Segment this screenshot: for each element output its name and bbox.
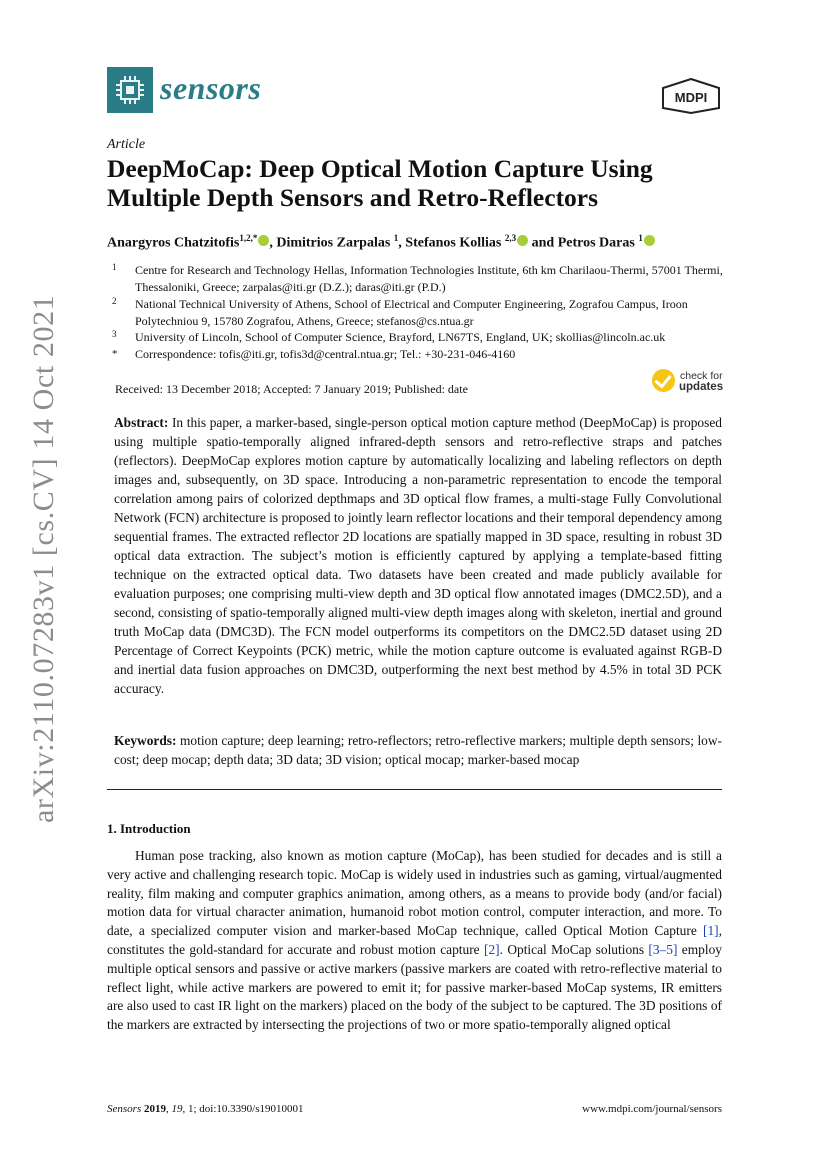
mdpi-logo bbox=[660, 78, 722, 114]
abstract bbox=[114, 413, 722, 698]
author-list bbox=[107, 233, 655, 252]
keywords-label: Keywords: bbox=[114, 733, 177, 748]
introduction-body bbox=[107, 847, 722, 1035]
section-divider bbox=[107, 789, 722, 790]
chip-icon bbox=[120, 80, 140, 100]
journal-name: sensors bbox=[160, 70, 262, 106]
keywords bbox=[114, 731, 722, 769]
citation-link[interactable]: [1] bbox=[703, 923, 719, 939]
author-affil-sup: 1,2,* bbox=[239, 233, 258, 243]
arxiv-stamp: arXiv:2110.07283v1 [cs.CV] 14 Oct 2021 bbox=[27, 294, 60, 823]
orcid-icon[interactable] bbox=[517, 235, 528, 246]
checkmark-icon bbox=[652, 369, 675, 392]
author-name: Stefanos Kollias bbox=[405, 235, 502, 251]
author-name: Dimitrios Zarpalas bbox=[276, 235, 391, 251]
citation-link[interactable]: [3–5] bbox=[648, 941, 678, 957]
author-separator: and bbox=[528, 235, 558, 251]
author-affil-sup: 1 bbox=[393, 233, 399, 243]
author-name: Anargyros Chatzitofis bbox=[107, 235, 240, 251]
author-affil-sup: 2,3 bbox=[504, 233, 517, 243]
paragraph: Human pose tracking, also known as motion capture (MoCap), has been studied for decades and is still a very active and challenging research topic. MoCap is widely used in industries such as gaming, virtual/augmented reality, film making and computer graphics animation, among others, as a means to provide body (and/or facial) motion data for virtual character animation, humanoid robot motion control, computer interaction, and more. To date, a specialized computer vision and marker-based MoCap technique, called Optical Motion Capture [1], constitutes the gold-standard for accurate and robust motion capture [2]. Optical MoCap solutions [3–5] employ multiple optical sensors and passive or active markers (passive markers are coated with retro-reflective material to reflect light, while active markers are powered to emit it; for passive marker-based MoCap systems, IR emitters are also used to cast IR light on the markers) placed on the body of the subject to be captured. The 3D positions of the markers are extracted by intersecting the projections of two or more spatio-temporally aligned optical bbox=[107, 848, 722, 1033]
check-for-updates-badge[interactable]: check for updates bbox=[652, 369, 727, 395]
paper-title: DeepMoCap: Deep Optical Motion Capture Using Multiple Depth Sensors and Retro-Reflectors bbox=[107, 154, 653, 212]
footer-url[interactable]: www.mdpi.com/journal/sensors bbox=[582, 1103, 722, 1115]
svg-text:MDPI: MDPI bbox=[674, 90, 708, 105]
correspondence-text: Correspondence: tofis@iti.gr, tofis3d@central.ntua.gr; Tel.: +30-231-046-4160 bbox=[135, 347, 516, 361]
author-name: Petros Daras bbox=[557, 235, 635, 251]
author-affil-sup: 1 bbox=[638, 233, 643, 243]
affiliation-text: University of Lincoln, School of Computer Science, Brayford, LN67TS, England, UK; skollias@lincoln.ac.uk bbox=[135, 330, 666, 344]
citation-link[interactable]: [2] bbox=[484, 941, 500, 957]
affiliation-text: National Technical University of Athens, School of Electrical and Computer Engineering, Zografou Campus, Iroon Polytechniou 9, 15780 Zografou, Athens, Greece; stefanos@cs.ntua.gr bbox=[135, 297, 688, 328]
author-separator: , bbox=[398, 235, 406, 251]
orcid-icon[interactable] bbox=[644, 235, 655, 246]
abstract-label: Abstract: bbox=[114, 415, 169, 430]
article-type: Article bbox=[107, 137, 146, 152]
footer-citation: Sensors 2019, 19, 1; doi:10.3390/s19010001 bbox=[107, 1103, 304, 1115]
publication-dates: Received: 13 December 2018; Accepted: 7 January 2019; Published: date bbox=[115, 382, 468, 396]
affiliation-text: Centre for Research and Technology Hellas, Information Technologies Institute, 6th km Charilaou-Thermi, 57001 Thermi, Thessaloniki, Greece; zarpalas@iti.gr (D.Z.); daras@iti.gr (P.D.) bbox=[135, 263, 723, 294]
keywords-text: motion capture; deep learning; retro-reflectors; retro-reflective markers; multiple depth sensors; low-cost; deep mocap; depth data; 3D data; 3D vision; optical mocap; marker-based mocap bbox=[114, 733, 722, 767]
section-heading: 1. Introduction bbox=[107, 821, 191, 836]
orcid-icon[interactable] bbox=[258, 235, 269, 246]
author-separator: , bbox=[269, 235, 277, 251]
abstract-text: In this paper, a marker-based, single-person optical motion capture method (DeepMoCap) is proposed using multiple spatio-temporally aligned infrared-depth sensors and retro-reflective straps and patches (reflectors). DeepMoCap explores motion capture by automatically localizing and labeling reflectors on depth images and, subsequently, on 3D space. Introducing a non-parametric representation to encode the temporal correlation among pairs of colorized depthmaps and 3D optical flow frames, a multi-stage Fully Convolutional Network (FCN) architecture is proposed to jointly learn reflector locations and their temporal dependency among sequential frames. The extracted reflector 2D locations are spatially mapped in 3D space, resulting in robust 3D optical data extraction. The subject’s motion is efficiently captured by applying a template-based fitting technique on the extracted optical data. Two datasets have been created and made publicly available for evaluation purposes; one comprising multi-view depth and 3D optical flow annotated images (DMC2.5D), and a second, consisting of spatio-temporally aligned multi-view depth images along with skeleton, inertial and ground truth MoCap data (DMC3D). The FCN model outperforms its competitors on the DMC2.5D dataset using 2D Percentage of Correct Keypoints (PCK) metric, while the motion capture outcome is evaluated against RGB-D and inertial data fusion approaches on DMC3D, outperforming the next best method by 4.5% in total 3D PCK accuracy. bbox=[114, 415, 722, 696]
